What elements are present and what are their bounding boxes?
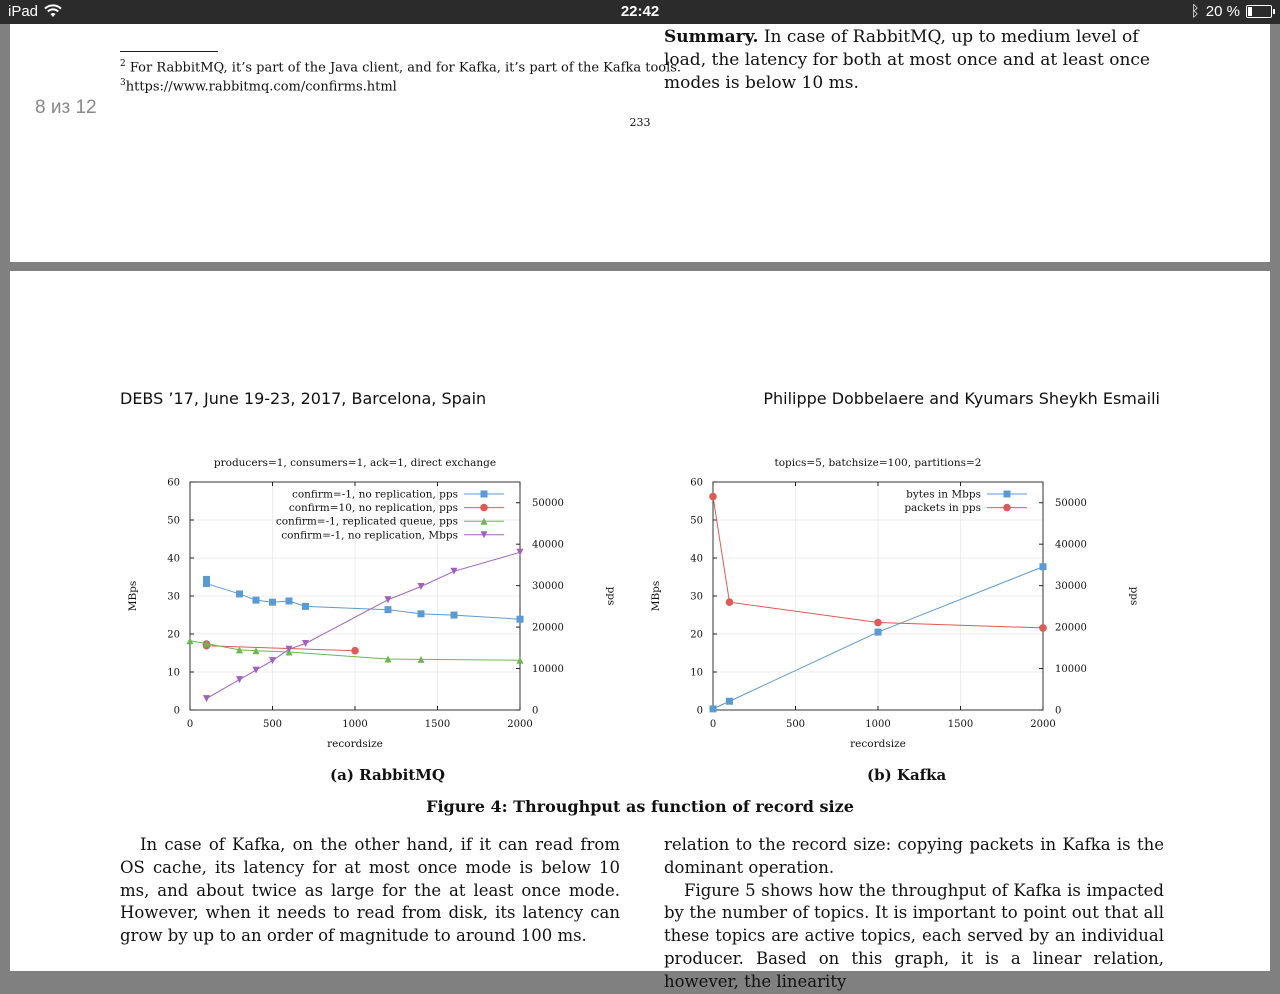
series-4 (203, 549, 524, 702)
footnote-rule (120, 51, 218, 52)
y-tick-label: 10 (690, 667, 703, 679)
x-tick-label: 500 (262, 719, 283, 730)
y-tick-label: 30 (167, 591, 180, 603)
data-point (203, 580, 210, 587)
bluetooth-icon: ᛒ (1190, 3, 1200, 20)
battery-icon (1246, 5, 1272, 18)
y-tick-label: 20 (167, 629, 180, 641)
legend-entry: confirm=10, no replication, pps (288, 502, 458, 515)
body-column-right (664, 834, 1164, 994)
y-tick-label: 20 (690, 629, 703, 641)
y2-tick-label: 30000 (1055, 581, 1087, 593)
data-point (269, 599, 276, 606)
y-tick-label: 0 (173, 705, 180, 717)
x-tick-label: 1000 (342, 719, 368, 730)
data-point (874, 619, 882, 627)
battery-percent: 20 % (1205, 3, 1240, 20)
body-column-left (120, 834, 620, 948)
data-point (726, 698, 733, 705)
x-tick-label: 0 (709, 719, 717, 730)
data-point (875, 629, 882, 636)
data-point (1004, 491, 1011, 498)
data-point (203, 695, 210, 702)
y2-tick-label: 20000 (1055, 622, 1087, 634)
data-point (517, 549, 524, 556)
y-tick-label: 40 (167, 553, 180, 565)
y2-tick-label: 40000 (532, 539, 564, 551)
y-tick-label: 10 (167, 667, 180, 679)
data-point (418, 583, 425, 590)
legend-entry: confirm=-1, no replication, Mbps (281, 529, 458, 542)
data-point (726, 598, 734, 606)
x-axis-label: recordsize (327, 738, 383, 750)
data-point (517, 616, 524, 623)
data-point (385, 606, 392, 613)
legend-entry: confirm=-1, no replication, pps (291, 488, 458, 501)
x-tick-label: 0 (186, 719, 194, 730)
x-tick-label: 2000 (1030, 719, 1056, 730)
data-point (253, 597, 260, 604)
y-tick-label: 50 (690, 515, 703, 527)
x-tick-label: 1000 (865, 719, 891, 730)
y-tick-label: 60 (690, 477, 703, 489)
chart-kafka (634, 448, 1154, 758)
paragraph: Figure 5 shows how the throughput of Kafka is impacted by the number of topics. It is important to point out that all these topics are active topics, each served by an individual producer. Based on this graph, it is a linear relation, however, the linearity (664, 880, 1164, 991)
y2-tick-label: 50000 (1055, 498, 1087, 510)
data-point (253, 667, 260, 674)
data-point (418, 610, 425, 617)
data-point (236, 590, 243, 597)
device-name: iPad (8, 3, 39, 20)
data-point (710, 705, 717, 712)
y-tick-label: 50 (167, 515, 180, 527)
legend-entry: bytes in Mbps (906, 488, 981, 501)
data-point (286, 597, 293, 604)
data-point (1039, 624, 1047, 632)
data-point (351, 647, 359, 655)
chart-rabbitmq (110, 448, 617, 758)
paragraph: In case of Kafka, on the other hand, if it can read from OS cache, its latency for at most once mode is below 10 ms, and about twice as large for the at least once mode. However, when it needs to read from disk, its latency can grow by up to an order of magnitude to around 100 ms. (120, 835, 620, 946)
footnote-3[interactable]: $^3$https://www.rabbitmq.com/confirms.html (120, 78, 397, 95)
y2-tick-label: 20000 (532, 622, 564, 634)
footnote-2: $^2$ For RabbitMQ, it’s part of the Java client, and for Kafka, it’s part of the Kafka tools. (120, 59, 682, 76)
y-tick-label: 60 (167, 477, 180, 489)
x-axis-label: recordsize (850, 738, 906, 750)
data-point (1040, 563, 1047, 570)
y2-tick-label: 0 (1055, 705, 1062, 717)
y2-axis-label: pps (1128, 586, 1140, 606)
y2-tick-label: 10000 (1055, 664, 1087, 676)
data-point (302, 603, 309, 610)
x-tick-label: 1500 (947, 719, 974, 730)
y2-axis-label: pps (605, 586, 617, 606)
y-axis-label: MBps (650, 580, 662, 612)
data-point (709, 493, 717, 501)
data-point (385, 596, 392, 603)
y-tick-label: 30 (690, 591, 703, 603)
data-point (451, 612, 458, 619)
data-point (480, 504, 488, 512)
y2-tick-label: 30000 (532, 581, 564, 593)
data-point (302, 640, 309, 647)
data-point (1003, 504, 1011, 512)
legend-entry: confirm=-1, replicated queue, pps (275, 515, 458, 528)
y2-tick-label: 10000 (532, 664, 564, 676)
legend-entry: packets in pps (904, 502, 981, 515)
data-point (236, 676, 243, 683)
data-point (481, 491, 488, 498)
chart-title: topics=5, batchsize=100, partitions=2 (774, 457, 982, 469)
running-head-right: Philippe Dobbelaere and Kyumars Sheykh Esmaili (763, 389, 1160, 408)
x-tick-label: 1500 (424, 719, 451, 730)
paragraph: relation to the record size: copying packets in Kafka is the dominant operation. (664, 835, 1164, 877)
y2-tick-label: 40000 (1055, 539, 1087, 551)
clock: 22:42 (620, 3, 660, 20)
y2-tick-label: 0 (532, 705, 539, 717)
chart-title: producers=1, consumers=1, ack=1, direct exchange (213, 457, 497, 469)
subcaption-b: (b) Kafka (867, 766, 947, 784)
data-point (269, 657, 276, 664)
series-1 (203, 576, 524, 623)
figure-caption: Figure 4: Throughput as function of record size (426, 797, 854, 816)
status-bar (0, 0, 1280, 24)
summary-paragraph: Summary. In case of RabbitMQ, up to medium level of load, the latency for both at most once and at least once modes is below 10 ms. (664, 27, 1150, 93)
x-tick-label: 2000 (507, 719, 533, 730)
y-axis-label: MBps (127, 580, 139, 612)
page-indicator: 8 из 12 (35, 97, 97, 118)
subcaption-a: (a) RabbitMQ (330, 766, 445, 784)
series-line (207, 552, 521, 698)
y-tick-label: 40 (690, 553, 703, 565)
battery-level (1248, 7, 1252, 16)
running-head-left: DEBS ’17, June 19-23, 2017, Barcelona, Spain (120, 389, 487, 408)
x-tick-label: 500 (785, 719, 806, 730)
y2-tick-label: 50000 (532, 498, 564, 510)
data-point (451, 568, 458, 575)
y-tick-label: 0 (696, 705, 703, 717)
page-number: 233 (629, 116, 651, 129)
